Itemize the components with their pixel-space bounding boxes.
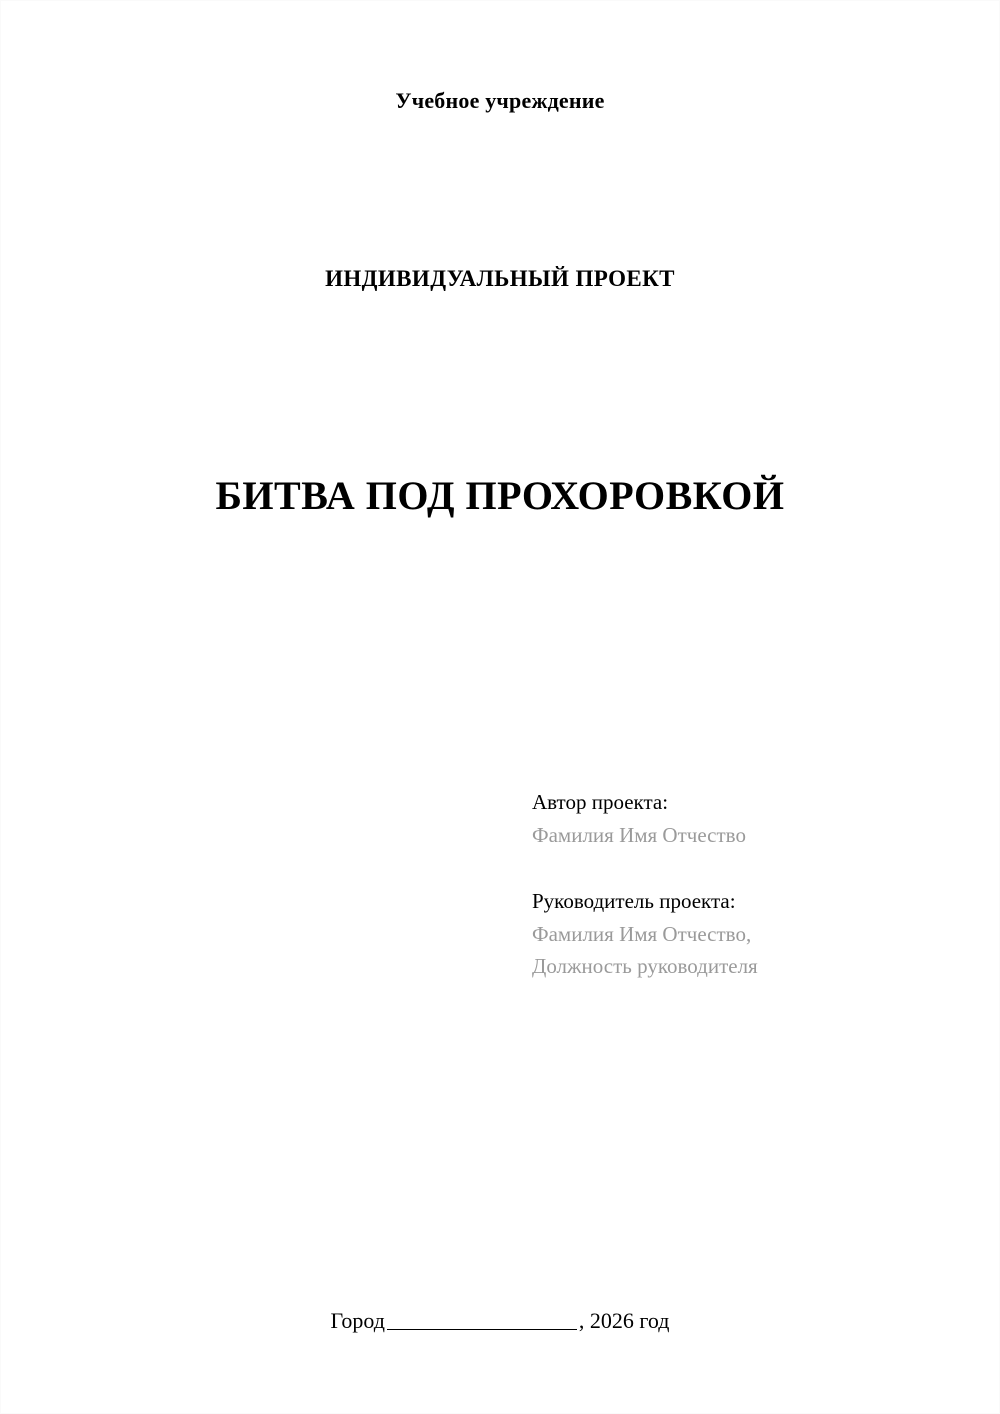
supervisor-value-line-1: Фамилия Имя Отчество, [532,921,752,946]
institution-name: Учебное учреждение [395,88,605,113]
credits-block [532,786,912,1017]
city-label: Город [330,1308,385,1333]
supervisor-block [532,885,912,983]
supervisor-label: Руководитель проекта: [532,889,736,914]
page-title: БИТВА ПОД ПРОХОРОВКОЙ [215,472,785,518]
author-value: Фамилия Имя Отчество [532,822,746,847]
footer-city-year [0,1307,1000,1334]
document-type: ИНДИВИДУАЛЬНЫЙ ПРОЕКТ [325,266,675,291]
year-text: , 2026 год [578,1308,670,1333]
supervisor-value-line-2: Должность руководителя [532,954,758,979]
author-block [532,786,912,851]
city-blank-line [387,1307,577,1330]
author-label: Автор проекта: [532,790,669,814]
